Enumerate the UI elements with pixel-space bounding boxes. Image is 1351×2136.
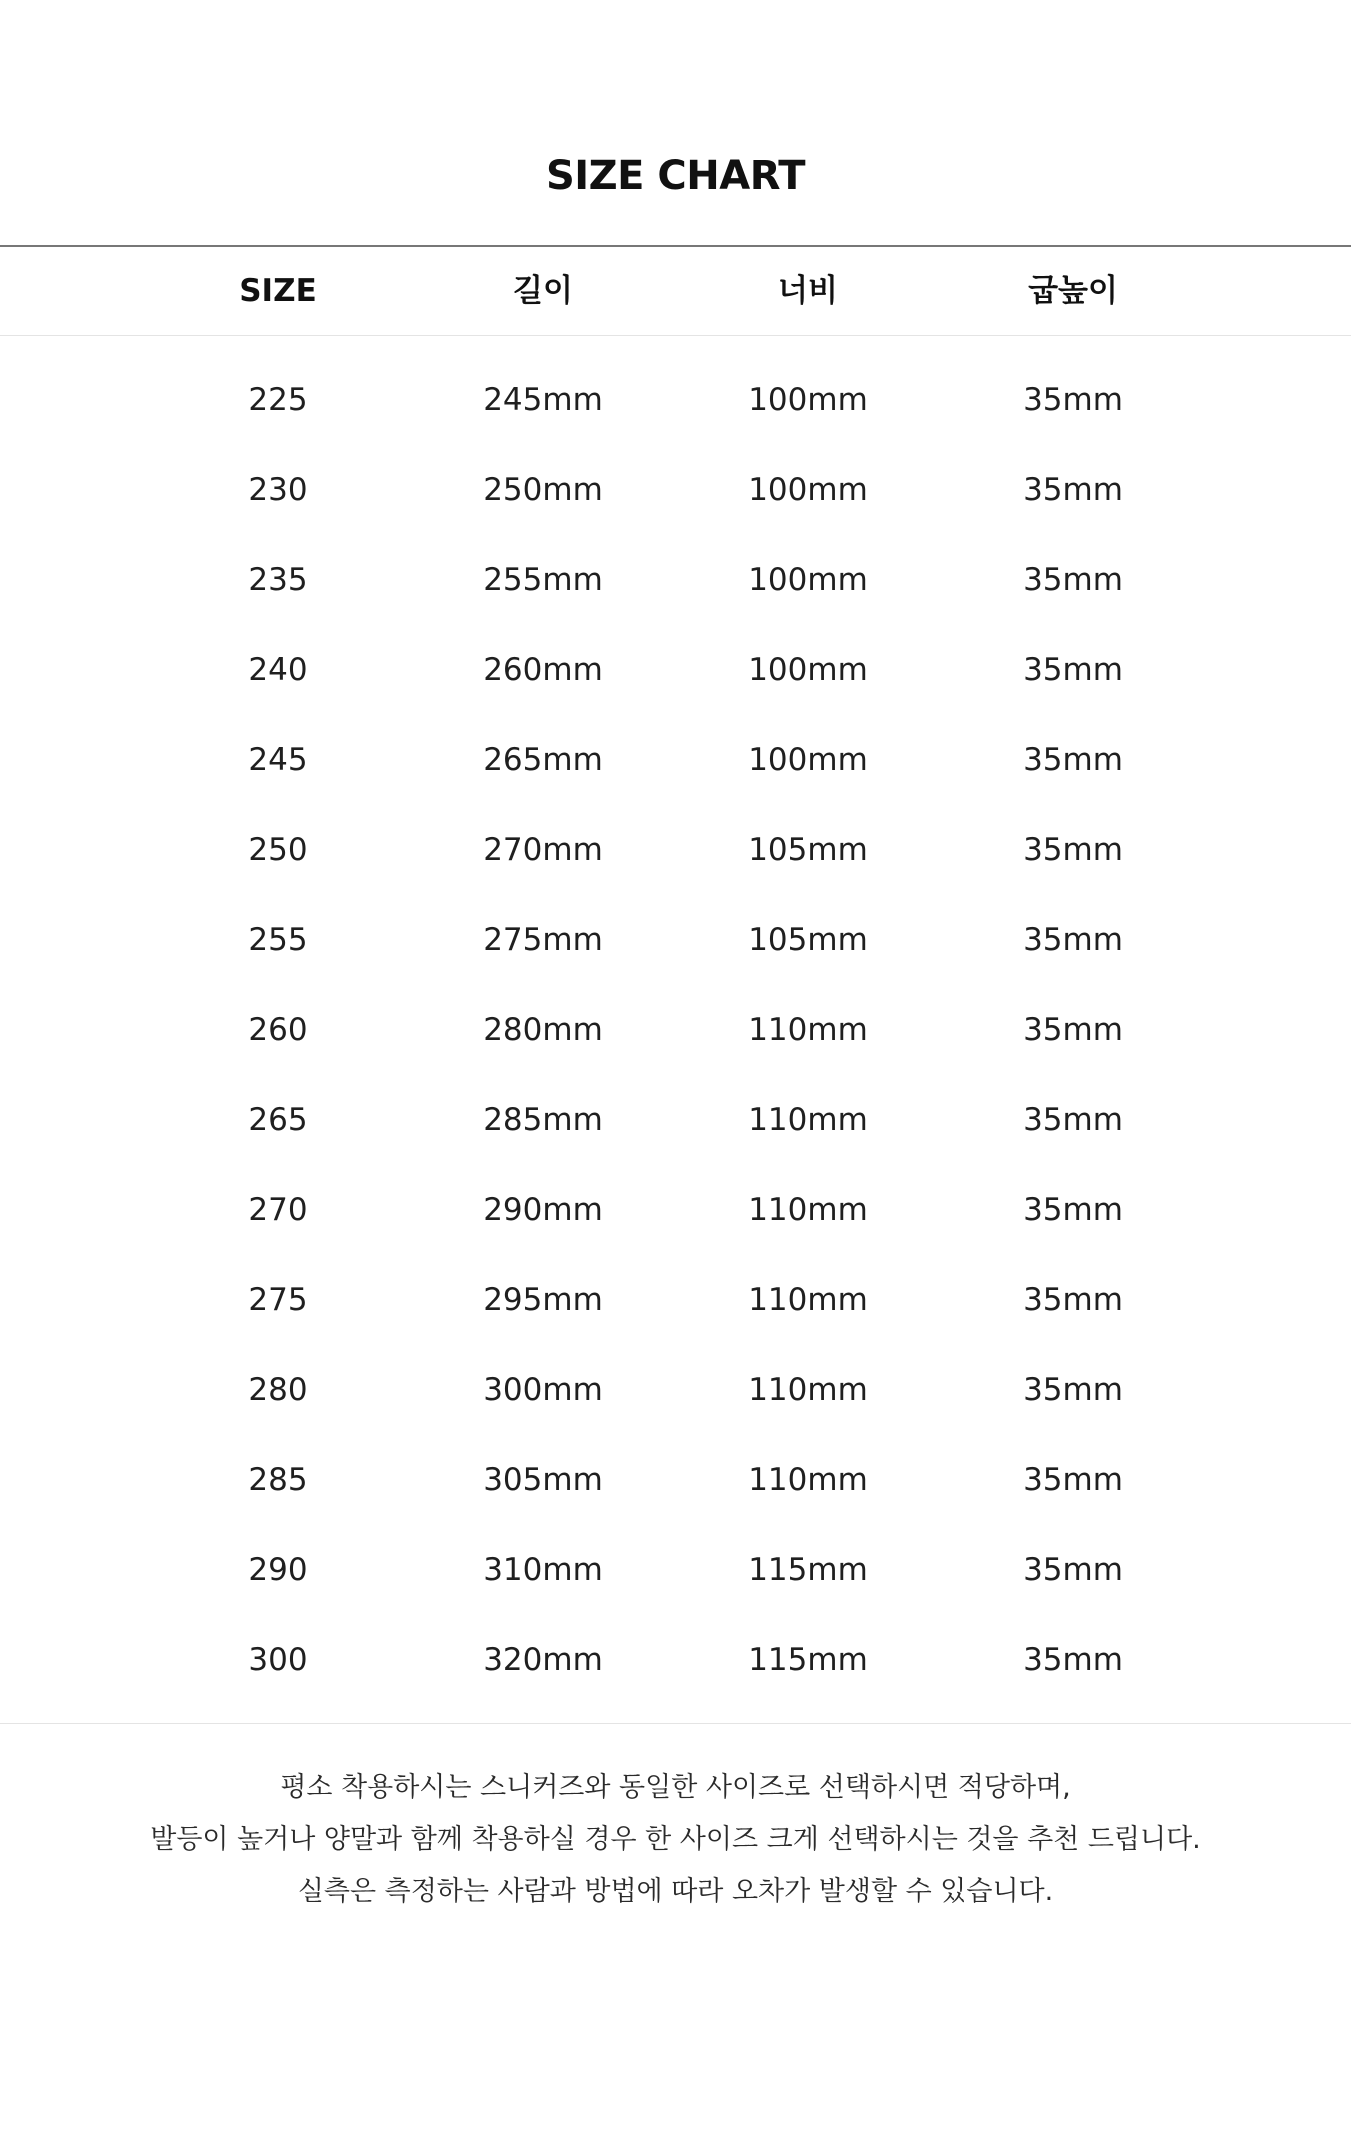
table-row [0, 1616, 1351, 1706]
table-row [0, 1256, 1351, 1346]
length-cell: 310mm [483, 1552, 603, 1588]
length-cell: 280mm [483, 1012, 603, 1048]
note-line: 실측은 측정하는 사람과 방법에 따라 오차가 발생할 수 있습니다. [297, 1876, 1054, 1907]
heel-height-cell: 35mm [1023, 922, 1123, 958]
size-cell: 265 [248, 1102, 308, 1138]
heel-height-cell: 35mm [1023, 382, 1123, 418]
heel-height-cell: 35mm [1023, 1462, 1123, 1498]
table-row [0, 626, 1351, 716]
width-cell: 115mm [748, 1642, 868, 1678]
length-cell: 295mm [483, 1282, 603, 1318]
table-row [0, 356, 1351, 446]
length-cell: 320mm [483, 1642, 603, 1678]
length-cell: 300mm [483, 1372, 603, 1408]
size-cell: 235 [248, 562, 308, 598]
table-bottom-divider [0, 1723, 1351, 1724]
column-header-size: SIZE [239, 273, 317, 309]
length-cell: 285mm [483, 1102, 603, 1138]
width-cell: 110mm [748, 1282, 868, 1318]
table-row [0, 716, 1351, 806]
size-cell: 275 [248, 1282, 308, 1318]
width-cell: 110mm [748, 1372, 868, 1408]
heel-height-cell: 35mm [1023, 1642, 1123, 1678]
width-cell: 110mm [748, 1192, 868, 1228]
width-cell: 100mm [748, 742, 868, 778]
column-header-width: 너비 [778, 273, 838, 309]
width-cell: 110mm [748, 1012, 868, 1048]
page-title: SIZE CHART [545, 153, 806, 199]
length-cell: 290mm [483, 1192, 603, 1228]
width-cell: 105mm [748, 832, 868, 868]
size-cell: 240 [248, 652, 308, 688]
table-header-row [0, 247, 1351, 335]
size-cell: 270 [248, 1192, 308, 1228]
size-cell: 280 [248, 1372, 308, 1408]
table-row [0, 806, 1351, 896]
length-cell: 305mm [483, 1462, 603, 1498]
width-cell: 110mm [748, 1462, 868, 1498]
table-body [0, 356, 1351, 1706]
size-cell: 255 [248, 922, 308, 958]
heel-height-cell: 35mm [1023, 1102, 1123, 1138]
width-cell: 100mm [748, 652, 868, 688]
length-cell: 260mm [483, 652, 603, 688]
size-notes [0, 1762, 1351, 1918]
length-cell: 255mm [483, 562, 603, 598]
heel-height-cell: 35mm [1023, 1372, 1123, 1408]
heel-height-cell: 35mm [1023, 472, 1123, 508]
note-line: 평소 착용하시는 스니커즈와 동일한 사이즈로 선택하시면 적당하며, [280, 1772, 1071, 1803]
table-row [0, 536, 1351, 626]
heel-height-cell: 35mm [1023, 1282, 1123, 1318]
column-header-heel-height: 굽높이 [1028, 273, 1118, 309]
length-cell: 275mm [483, 922, 603, 958]
heel-height-cell: 35mm [1023, 742, 1123, 778]
size-cell: 225 [248, 382, 308, 418]
size-cell: 290 [248, 1552, 308, 1588]
size-cell: 230 [248, 472, 308, 508]
size-cell: 300 [248, 1642, 308, 1678]
width-cell: 100mm [748, 472, 868, 508]
table-row [0, 1166, 1351, 1256]
size-cell: 285 [248, 1462, 308, 1498]
width-cell: 110mm [748, 1102, 868, 1138]
table-row [0, 986, 1351, 1076]
length-cell: 245mm [483, 382, 603, 418]
table-row [0, 1346, 1351, 1436]
heel-height-cell: 35mm [1023, 1192, 1123, 1228]
table-header-divider [0, 335, 1351, 336]
size-cell: 250 [248, 832, 308, 868]
heel-height-cell: 35mm [1023, 1012, 1123, 1048]
table-row [0, 896, 1351, 986]
table-row [0, 446, 1351, 536]
length-cell: 265mm [483, 742, 603, 778]
length-cell: 250mm [483, 472, 603, 508]
heel-height-cell: 35mm [1023, 652, 1123, 688]
width-cell: 115mm [748, 1552, 868, 1588]
heel-height-cell: 35mm [1023, 832, 1123, 868]
length-cell: 270mm [483, 832, 603, 868]
heel-height-cell: 35mm [1023, 562, 1123, 598]
heel-height-cell: 35mm [1023, 1552, 1123, 1588]
width-cell: 100mm [748, 382, 868, 418]
note-line: 발등이 높거나 양말과 함께 착용하실 경우 한 사이즈 크게 선택하시는 것을 추천 드립니다. [150, 1824, 1201, 1855]
table-row [0, 1436, 1351, 1526]
width-cell: 100mm [748, 562, 868, 598]
table-row [0, 1526, 1351, 1616]
table-row [0, 1076, 1351, 1166]
column-header-length: 길이 [513, 273, 573, 309]
size-cell: 260 [248, 1012, 308, 1048]
size-cell: 245 [248, 742, 308, 778]
width-cell: 105mm [748, 922, 868, 958]
